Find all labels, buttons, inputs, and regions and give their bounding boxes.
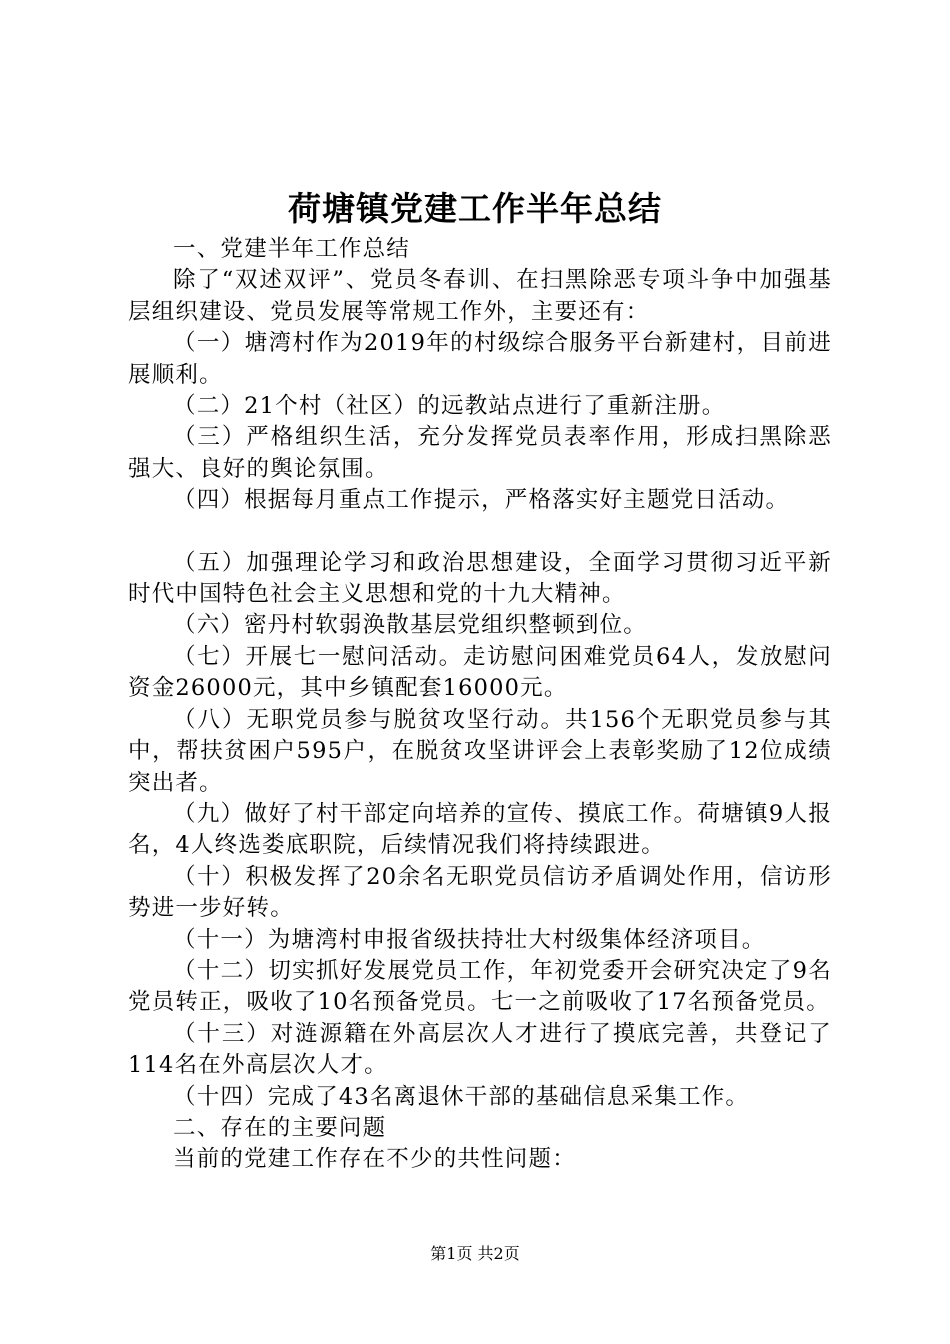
list-item-9: （九）做好了村干部定向培养的宣传、摸底工作。荷塘镇9人报名，4人终选娄底职院，后续情况我们将持续跟进。 [128,800,832,859]
list-item-1: （一）塘湾村作为2019年的村级综合服务平台新建村，目前进展顺利。 [128,330,832,388]
list-item-11: （十一）为塘湾村申报省级扶持壮大村级集体经济项目。 [173,926,766,953]
list-item-3: （三）严格组织生活，充分发挥党员表率作用，形成扫黑除恶强大、良好的舆论氛围。 [128,424,832,482]
list-item-8: （八）无职党员参与脱贫攻坚行动。共156个无职党员参与其中，帮扶贫困户595户，在脱贫攻坚讲评会上表彰奖励了12位成绩突出者。 [128,706,832,796]
list-item-6: （六）密丹村软弱涣散基层党组织整顿到位。 [173,612,648,639]
document-body [128,234,832,1176]
list-item-2: （二）21个村（社区）的远教站点进行了重新注册。 [173,393,726,420]
list-item-13: （十三）对涟源籍在外高层次人才进行了摸底完善，共登记了114名在外高层次人才。 [128,1020,832,1079]
section-heading-summary: 一、党建半年工作总结 [173,236,411,262]
list-item-10: （十）积极发挥了20余名无职党员信访矛盾调处作用，信访形势进一步好转。 [128,863,832,922]
list-item-5: （五）加强理论学习和政治思想建设，全面学习贯彻习近平新时代中国特色社会主义思想和党的十九大精神。 [128,549,832,608]
document-title: 荷塘镇党建工作半年总结 [288,189,662,228]
paragraph-intro: 除了“双述双评”、党员冬春训、在扫黑除恶专项斗争中加强基层组织建设、党员发展等常规工作外，主要还有： [128,267,832,325]
list-item-12: （十二）切实抓好发展党员工作，年初党委开会研究决定了9名党员转正，吸收了10名预备党员。七一之前吸收了17名预备党员。 [128,957,832,1016]
list-item-14: （十四）完成了43名离退休干部的基础信息采集工作。 [173,1083,750,1110]
list-item-7: （七）开展七一慰问活动。走访慰问困难党员64人，发放慰问资金26000元，其中乡镇配套16000元。 [128,643,832,702]
list-item-4: （四）根据每月重点工作提示，严格落实好主题党日活动。 [173,487,790,514]
page-footer: 第1页 共2页 [430,1244,520,1263]
section-heading-problems: 二、存在的主要问题 [173,1114,387,1141]
paragraph-problems-intro: 当前的党建工作存在不少的共性问题： [173,1146,576,1173]
